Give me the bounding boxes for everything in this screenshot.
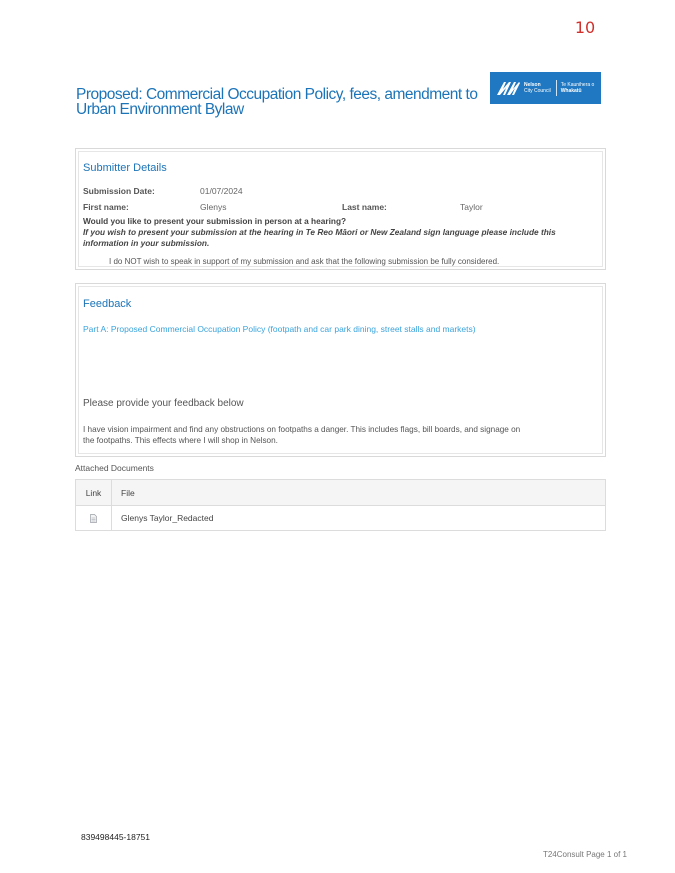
document-id: 839498445-18751 (81, 832, 151, 842)
table-row (76, 506, 606, 531)
feedback-text: I have vision impairment and find any obstructions on footpaths a danger. This includes flags, bill boards, and signage on the footpaths. This effects where I will shop in Nelson. (83, 425, 521, 445)
hearing-question-text: Would you like to present your submission in person at a hearing? (83, 216, 347, 226)
hearing-question (83, 216, 593, 249)
attached-documents-title: Attached Documents (75, 463, 154, 473)
last-name-value: Taylor (460, 202, 483, 212)
page-number: 10 (574, 18, 596, 37)
submission-date-label: Submission Date: (83, 186, 155, 196)
document-icon[interactable] (90, 514, 97, 523)
attachment-file-name: Glenys Taylor_Redacted (121, 513, 214, 523)
submitter-details-panel (78, 151, 603, 267)
logo-divider (556, 80, 557, 96)
attached-documents-table (75, 479, 606, 531)
table-header-row (76, 480, 606, 506)
hearing-answer: I do NOT wish to speak in support of my submission and ask that the following submission be fully considered. (109, 257, 500, 266)
part-a-heading: Part A: Proposed Commercial Occupation Policy (footpath and car park dining, street stalls and markets) (83, 324, 476, 334)
logo-council-name (524, 82, 551, 94)
column-header-file: File (112, 480, 606, 506)
logo-name-line2: City Council (524, 88, 551, 94)
logo-maori-line2: Whakatū (560, 88, 582, 94)
first-name-label: First name: (83, 202, 129, 212)
council-logo (490, 72, 601, 104)
logo-maori-line1: Te Kaunihera o (560, 82, 595, 88)
feedback-prompt: Please provide your feedback below (83, 398, 244, 409)
column-header-link: Link (76, 480, 112, 506)
feedback-heading: Feedback (83, 298, 132, 310)
language-note: If you wish to present your submission at the hearing in Te Reo Māori or New Zealand sign language please include this information in your submission. (83, 227, 556, 248)
nelson-logo-icon (495, 78, 521, 98)
document-title: Proposed: Commercial Occupation Policy, fees, amendment to Urban Environment Bylaw (76, 86, 478, 118)
submitter-details-section (75, 148, 606, 270)
logo-name-line1: Nelson (524, 82, 541, 88)
attachment-link-cell[interactable] (76, 506, 112, 531)
submission-date-value: 01/07/2024 (200, 186, 243, 196)
first-name-value: Glenys (200, 202, 227, 212)
last-name-label: Last name: (342, 202, 387, 212)
submitter-details-heading: Submitter Details (83, 162, 167, 174)
feedback-section (75, 283, 606, 457)
feedback-panel (78, 286, 603, 454)
logo-maori-name (561, 82, 595, 94)
page-footer: T24Consult Page 1 of 1 (542, 850, 627, 859)
